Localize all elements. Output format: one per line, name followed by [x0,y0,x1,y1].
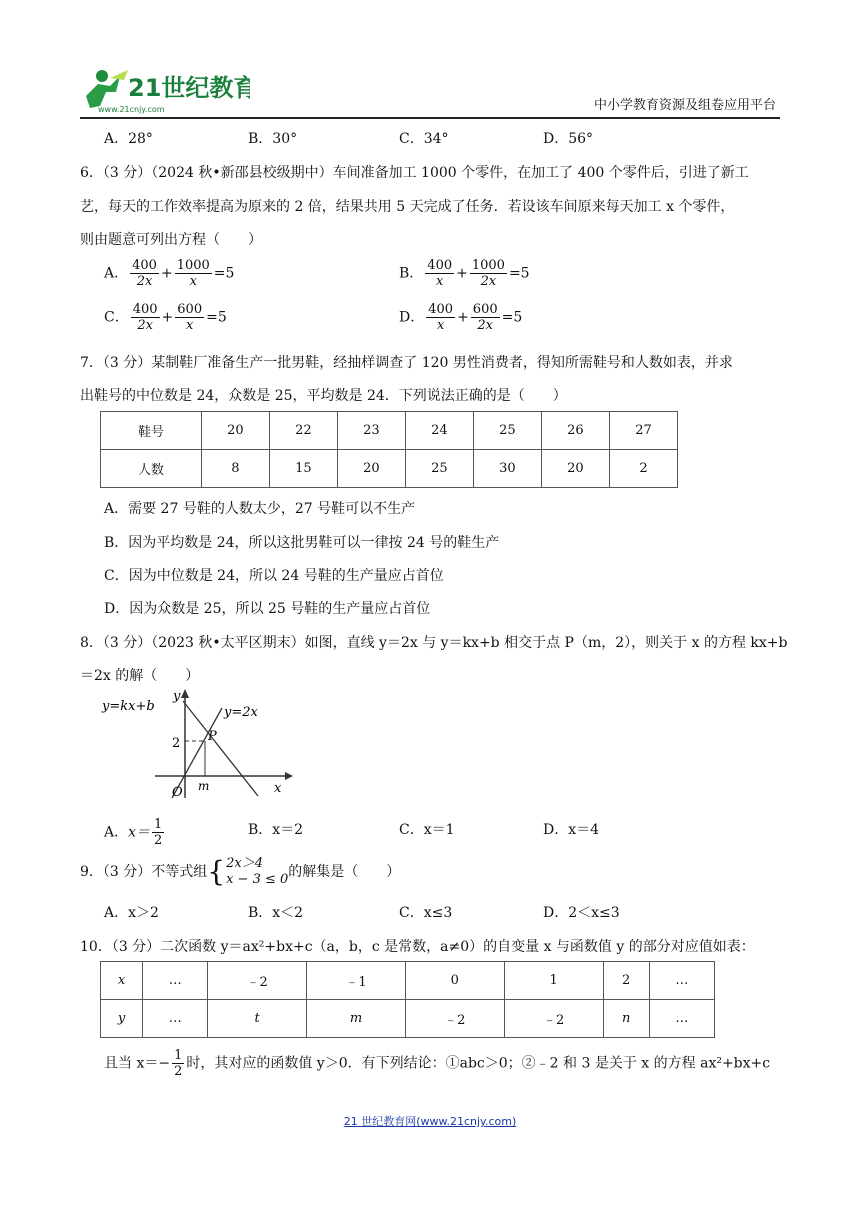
table-cell: 26 [541,412,609,450]
q7-option-c: C．因为中位数是 24，所以 24 号鞋的生产量应占首位 [104,568,444,584]
table-cell: 0 [405,962,504,1000]
q8-option-d: D．x＝4 [543,822,600,838]
table-cell: … [649,962,714,1000]
q9-option-a: A．x＞2 [104,905,159,921]
q9-option-d: D．2＜x≤3 [543,905,620,921]
table-row [101,450,678,488]
q8-option-a: A．x＝ $\frac{1}{2}$ [104,817,163,848]
table-cell: 1 [504,962,603,1000]
table-cell: m [307,1000,406,1038]
q6-line1: 6．（3 分）（2024 秋•新邵县校级期中）车间准备加工 1000 个零件，在加工了 400 个零件后，引进了新工 [80,165,749,181]
q6-line3: 则由题意可列出方程（ ） [80,232,262,248]
table-cell: t [208,1000,307,1038]
table-cell: 鞋号 [101,412,202,450]
q7-option-d: D．因为众数是 25，所以 25 号鞋的生产量应占首位 [104,601,431,617]
function-value-table [100,961,715,1038]
table-cell: 30 [473,450,541,488]
footer-link[interactable]: 21 世纪教育网(www.21cnjy.com) [343,1115,517,1128]
table-cell: 23 [337,412,405,450]
q6-line2: 艺，每天的工作效率提高为原来的 2 倍，结果共用 5 天完成了任务．若设该车间原来每天加工 x 个零件， [80,199,735,215]
q10-last-line: 且当 x＝− $\frac{1}{2}$ 时，其对应的函数值 y＞0．有下列结论：①abc＞0；②﹣2 和 3 是关于 x 的方程 ax²+bx+c [104,1048,771,1079]
table-cell: ﹣2 [405,1000,504,1038]
table-cell: … [649,1000,714,1038]
table-cell: 人数 [101,450,202,488]
q7-option-b: B．因为平均数是 24，所以这批男鞋可以一律按 24 号的鞋生产 [104,535,500,551]
q5-option-c: C．34° [399,131,449,147]
table-cell: y [101,1000,143,1038]
table-cell: 27 [609,412,677,450]
table-cell: 2 [609,450,677,488]
q5-option-d: D．56° [543,131,594,147]
table-cell: … [143,962,208,1000]
q6-option-d: D． $\frac{400}{x}$ + $\frac{600}{2x}$ =5 [399,302,523,333]
label-y: y [173,689,181,704]
label-x: x [274,781,282,796]
q9-option-c: C．x≤3 [399,905,453,921]
label-origin: O [172,785,183,800]
table-cell: 15 [269,450,337,488]
table-cell: 22 [269,412,337,450]
q8-line2: ＝2x 的解（ ） [80,668,200,684]
label-2: 2 [172,736,181,751]
table-row [101,412,678,450]
x-axis-arrow-icon [285,772,293,780]
table-cell: 25 [473,412,541,450]
table-cell: … [143,1000,208,1038]
q6-option-a: A． $\frac{400}{2x}$ + $\frac{1000}{x}$ =5 [104,258,235,289]
q8-option-c: C．x＝1 [399,822,455,838]
q6-option-c: C． $\frac{400}{2x}$ + $\frac{600}{x}$ =5 [104,302,227,333]
table-cell: x [101,962,143,1000]
logo-url: www.21cnjy.com [98,105,165,114]
q9-option-b: B．x＜2 [248,905,304,921]
label-m: m [198,779,210,793]
q7-option-a: A．需要 27 号鞋的人数太少，27 号鞋可以不生产 [104,501,416,517]
q10-line1: 10．（3 分）二次函数 y＝ax²+bx+c（a，b，c 是常数，a≠0）的自变量 x 与函数值 y 的部分对应值如表： [80,939,755,955]
table-cell: 20 [201,412,269,450]
q5-option-a: A．28° [104,131,153,147]
table-cell: n [603,1000,649,1038]
q7-line2: 出鞋号的中位数是 24，众数是 25，平均数是 24．下列说法正确的是（ ） [80,388,567,404]
shoe-size-table [100,411,678,488]
q9-question: 9．（3 分）不等式组{ 2x＞4 x − 3 ≤ 0 的解集是（ ） [80,855,401,888]
table-cell: 24 [405,412,473,450]
runner-logo-icon [80,66,250,116]
table-cell: 2 [603,962,649,1000]
site-logo[interactable] [80,66,250,116]
table-cell: ﹣2 [208,962,307,1000]
table-row [101,1000,715,1038]
label-2x: y=2x [224,705,258,720]
q6-option-b: B． $\frac{400}{x}$ + $\frac{1000}{2x}$ =5 [399,258,530,289]
logo-text: 21世纪教育 [128,74,250,102]
table-row [101,962,715,1000]
label-p: P [208,729,217,744]
table-cell: 8 [201,450,269,488]
brace-icon: { [207,855,226,888]
header-divider [80,117,780,119]
q8-option-b: B．x＝2 [248,822,304,838]
platform-name: 中小学教育资源及组卷应用平台 [593,98,776,113]
table-cell: ﹣2 [504,1000,603,1038]
label-kx-b: y=kx+b [102,699,155,714]
y-axis-arrow-icon [181,689,189,698]
q8-graph [100,686,295,801]
table-cell: 20 [541,450,609,488]
table-cell: ﹣1 [307,962,406,1000]
q8-line1: 8．（3 分）（2023 秋•太平区期末）如图，直线 y＝2x 与 y＝kx+b 相交于点 P（m，2），则关于 x 的方程 kx+b [80,635,788,651]
table-cell: 20 [337,450,405,488]
q5-option-b: B．30° [248,131,298,147]
table-cell: 25 [405,450,473,488]
q7-line1: 7．（3 分）某制鞋厂准备生产一批男鞋，经抽样调查了 120 男性消费者，得知所需鞋号和人数如表，并求 [80,355,733,371]
